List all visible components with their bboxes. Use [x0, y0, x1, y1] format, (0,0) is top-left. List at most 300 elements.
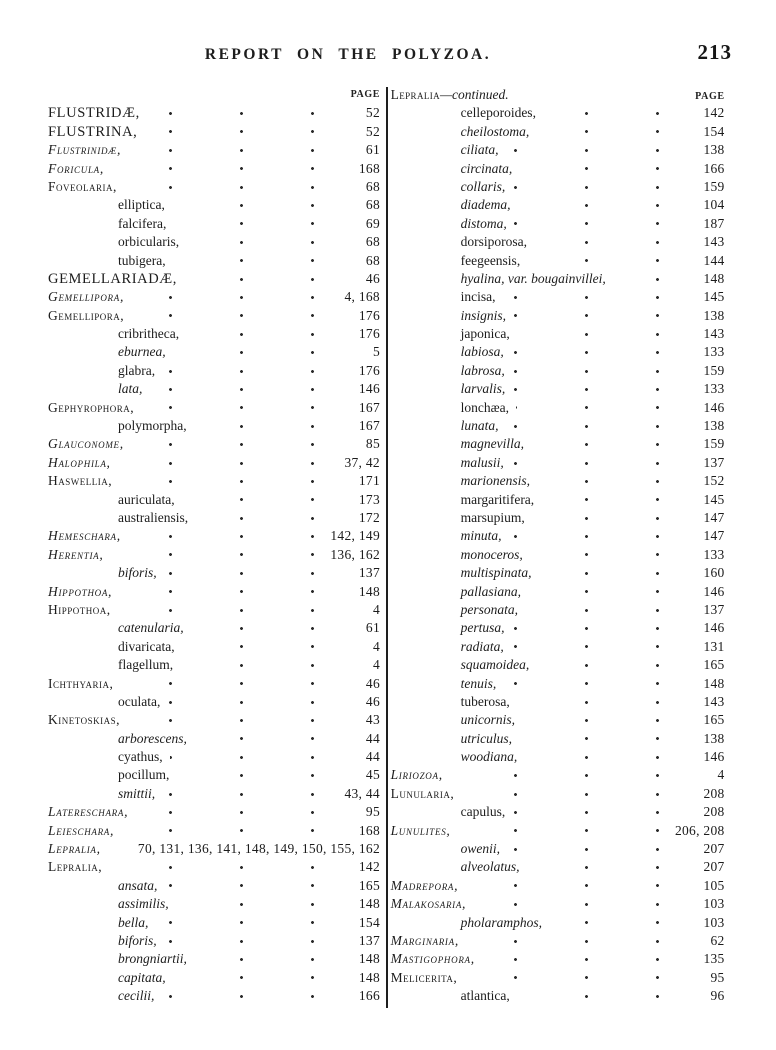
index-entry — [391, 914, 725, 932]
entry-name: oculata, — [48, 693, 167, 711]
index-entry — [48, 730, 380, 748]
index-entry — [391, 123, 725, 141]
index-entry — [391, 491, 725, 509]
entry-page-number: 137 — [350, 564, 380, 582]
entry-name: monoceros, — [391, 546, 530, 564]
index-entry — [391, 987, 725, 1005]
entry-page-number: 138 — [694, 730, 724, 748]
index-entry — [48, 822, 380, 840]
index-column-left — [48, 86, 380, 1008]
entry-page-number: 68 — [357, 233, 380, 251]
index-entry — [391, 748, 725, 766]
entry-name: GEMELLARIADÆ, — [48, 270, 184, 288]
entry-page-number: 146 — [350, 380, 380, 398]
entry-name: Madrepora, — [391, 877, 466, 895]
entry-name: pholaramphos, — [391, 914, 549, 932]
index-entry — [391, 417, 725, 435]
entry-name: incisa, — [391, 288, 503, 306]
entry-page-number: 138 — [694, 417, 724, 435]
entry-name: Hippothoa, — [48, 601, 118, 619]
index-entry — [391, 564, 725, 582]
entry-name: FLUSTRINA, — [48, 123, 144, 141]
entry-name: ansata, — [48, 877, 164, 895]
entry-page-number: 44 — [357, 730, 380, 748]
index-entry — [48, 950, 380, 968]
page-column-label-right: PAGE — [695, 91, 725, 102]
entry-page-number: 52 — [357, 104, 380, 122]
index-entry — [48, 803, 380, 821]
entry-name: tenuis, — [391, 675, 504, 693]
entry-page-number: 68 — [357, 252, 380, 270]
entry-page-number: 96 — [701, 987, 724, 1005]
entry-page-number: 43 — [357, 711, 380, 729]
entry-page-number: 146 — [694, 619, 724, 637]
entry-name: Melicerita, — [391, 969, 465, 987]
entry-page-number: 135 — [694, 950, 724, 968]
entry-name: Haswellia, — [48, 472, 119, 490]
entry-page-number: 207 — [694, 858, 724, 876]
index-entry — [391, 252, 725, 270]
index-entry — [48, 270, 380, 288]
entry-name: bella, — [48, 914, 155, 932]
entry-name: pertusa, — [391, 619, 512, 637]
index-entry — [391, 619, 725, 637]
index-entry — [391, 362, 725, 380]
column-divider-rule — [386, 87, 388, 1008]
entry-page-number: 37, 42 — [335, 454, 380, 472]
index-entry — [391, 104, 725, 122]
entry-name: dorsiporosa, — [391, 233, 534, 251]
entry-page-number: 4, 168 — [335, 288, 380, 306]
entry-name: unicornis, — [391, 711, 522, 729]
index-entry — [48, 288, 380, 306]
entry-name: personata, — [391, 601, 525, 619]
entry-page-number: 142 — [350, 858, 380, 876]
index-entry — [391, 196, 725, 214]
entry-name: Leieschara, — [48, 822, 121, 840]
entry-name: alveolatus, — [391, 858, 527, 876]
entry-page-number: 168 — [350, 160, 380, 178]
entry-page-number: 4 — [364, 601, 380, 619]
entry-name: margaritifera, — [391, 491, 542, 509]
index-entry — [391, 454, 725, 472]
entry-name: circinata, — [391, 160, 520, 178]
index-column-right — [391, 86, 725, 1008]
index-entry — [48, 325, 380, 343]
entry-name: lunata, — [391, 417, 506, 435]
entry-page-number: 142, 149 — [321, 527, 380, 545]
index-entry — [391, 288, 725, 306]
entry-page-number: 137 — [350, 932, 380, 950]
index-entry — [48, 877, 380, 895]
entry-page-number: 5 — [364, 343, 380, 361]
entry-name: Foveolaria, — [48, 178, 124, 196]
index-entry — [391, 822, 725, 840]
index-entry — [391, 399, 725, 417]
entry-page-number: 85 — [357, 435, 380, 453]
entry-name: brongniartii, — [48, 950, 194, 968]
index-entry — [391, 950, 725, 968]
entry-page-number: 146 — [694, 583, 724, 601]
entry-page-number: 105 — [694, 877, 724, 895]
entry-page-number: 173 — [350, 491, 380, 509]
entry-page-number: 103 — [694, 914, 724, 932]
entry-page-number: 46 — [357, 270, 380, 288]
index-entry — [391, 693, 725, 711]
entry-page-number: 144 — [694, 252, 724, 270]
index-entry — [48, 601, 380, 619]
continued-heading-suffix: —continued. — [440, 87, 509, 102]
entry-page-number: 148 — [350, 969, 380, 987]
entry-name: assimilis, — [48, 895, 176, 913]
entry-page-number: 62 — [701, 932, 724, 950]
entry-page-number: 136, 162 — [321, 546, 380, 564]
index-entry — [48, 362, 380, 380]
entry-name: biforis, — [48, 564, 164, 582]
entry-page-number: 143 — [694, 233, 724, 251]
entry-name: catenularia, — [48, 619, 191, 637]
entry-name: flagellum, — [48, 656, 180, 674]
entry-page-number: 165 — [694, 711, 724, 729]
index-entry — [391, 160, 725, 178]
index-entry — [48, 178, 380, 196]
index-entry — [48, 472, 380, 490]
index-entry — [391, 435, 725, 453]
entry-page-number: 52 — [357, 123, 380, 141]
index-entry — [391, 711, 725, 729]
index-entry — [48, 914, 380, 932]
entry-name: pocillum, — [48, 766, 176, 784]
index-entry — [391, 380, 725, 398]
entry-name: elliptica, — [48, 196, 172, 214]
index-entry — [391, 895, 725, 913]
entry-name: Hemeschara, — [48, 527, 128, 545]
index-entry — [48, 858, 380, 876]
index-entry — [48, 491, 380, 509]
folio-page-number: 213 — [697, 40, 732, 64]
left-entries-list — [48, 104, 380, 1005]
entry-name: feegeensis, — [391, 252, 528, 270]
entry-page-number: 148 — [350, 583, 380, 601]
entry-name: Lepralia, — [48, 840, 108, 858]
entry-page-number: 45 — [357, 766, 380, 784]
entry-page-number: 159 — [694, 435, 724, 453]
entry-page-number: 165 — [694, 656, 724, 674]
entry-page-number: 143 — [694, 325, 724, 343]
entry-name: labiosa, — [391, 343, 511, 361]
entry-page-number: 172 — [350, 509, 380, 527]
entry-page-number: 147 — [694, 527, 724, 545]
entry-page-number: 133 — [694, 380, 724, 398]
entry-name: Liriozoa, — [391, 766, 450, 784]
entry-name: magnevilla, — [391, 435, 531, 453]
entry-name: cecilii, — [48, 987, 161, 1005]
entry-page-number: 146 — [694, 748, 724, 766]
entry-page-number: 131 — [694, 638, 724, 656]
entry-page-number: 154 — [350, 914, 380, 932]
entry-page-number: 95 — [357, 803, 380, 821]
index-entry — [48, 564, 380, 582]
index-entry — [391, 858, 725, 876]
index-entry — [391, 601, 725, 619]
entry-page-number: 138 — [694, 141, 724, 159]
entry-page-number: 154 — [694, 123, 724, 141]
entry-name: australiensis, — [48, 509, 195, 527]
entry-name: squamoidea, — [391, 656, 537, 674]
entry-page-number: 171 — [350, 472, 380, 490]
index-entry — [48, 123, 380, 141]
entry-name: Lunularia, — [391, 785, 462, 803]
entry-page-number: 69 — [357, 215, 380, 233]
entry-name: biforis, — [48, 932, 164, 950]
entry-name: Kinetoskias, — [48, 711, 127, 729]
entry-name: Marginaria, — [391, 932, 466, 950]
entry-page-number: 142 — [694, 104, 724, 122]
index-entry — [48, 840, 380, 858]
entry-name: polymorpha, — [48, 417, 194, 435]
entry-name: cribritheca, — [48, 325, 186, 343]
index-entry — [48, 785, 380, 803]
entry-page-number: 46 — [357, 693, 380, 711]
entry-page-number: 43, 44 — [335, 785, 380, 803]
page-column-label-left: PAGE — [350, 89, 380, 100]
entry-page-number: 68 — [357, 196, 380, 214]
index-entry — [48, 454, 380, 472]
entry-name: japonica, — [391, 325, 517, 343]
index-entry — [391, 527, 725, 545]
entry-name: lata, — [48, 380, 149, 398]
index-entry — [48, 527, 380, 545]
index-entry — [48, 583, 380, 601]
entry-page-number: 159 — [694, 178, 724, 196]
entry-name: divaricata, — [48, 638, 182, 656]
entry-name: auriculata, — [48, 491, 182, 509]
entry-page-number: 208 — [694, 803, 724, 821]
index-entry — [391, 509, 725, 527]
entry-page-number: 137 — [694, 454, 724, 472]
index-entry — [48, 380, 380, 398]
entry-name: distoma, — [391, 215, 514, 233]
index-entry — [391, 638, 725, 656]
entry-page-number: 70, 131, 136, 141, 148, 149, 150, 155, 162 — [129, 840, 380, 858]
entry-name: Glauconome, — [48, 435, 131, 453]
entry-page-number: 148 — [694, 675, 724, 693]
entry-name: diadema, — [391, 196, 518, 214]
entry-name: smittii, — [48, 785, 162, 803]
entry-page-number: 61 — [357, 619, 380, 637]
entry-name: collaris, — [391, 178, 513, 196]
entry-name: Foricula, — [48, 160, 111, 178]
continued-heading-genus: Lepralia — [390, 87, 441, 102]
entry-name: owenii, — [391, 840, 507, 858]
entry-name: marsupium, — [391, 509, 532, 527]
index-entry — [48, 748, 380, 766]
index-entry — [48, 693, 380, 711]
index-entry — [48, 619, 380, 637]
entry-page-number: 133 — [694, 343, 724, 361]
index-entry — [391, 546, 725, 564]
entry-name: Hippothoa, — [48, 583, 119, 601]
entry-name: radiata, — [391, 638, 511, 656]
index-entry — [48, 141, 380, 159]
entry-name: FLUSTRIDÆ, — [48, 104, 147, 122]
entry-page-number: 165 — [350, 877, 380, 895]
entry-name: utriculus, — [391, 730, 519, 748]
index-entry — [48, 509, 380, 527]
index-entry — [391, 675, 725, 693]
entry-page-number: 166 — [350, 987, 380, 1005]
entry-page-number: 145 — [694, 491, 724, 509]
entry-name: woodiana, — [391, 748, 525, 766]
index-entry — [391, 877, 725, 895]
page-header — [0, 40, 776, 74]
index-entry — [391, 325, 725, 343]
index-entry — [48, 399, 380, 417]
index-entry — [48, 546, 380, 564]
index-entry — [48, 638, 380, 656]
index-entry — [391, 178, 725, 196]
index-entry — [391, 656, 725, 674]
entry-page-number: 148 — [694, 270, 724, 288]
entry-page-number: 167 — [350, 399, 380, 417]
entry-name: Lunulites, — [391, 822, 458, 840]
entry-name: lonchæa, — [391, 399, 516, 417]
index-entry — [48, 307, 380, 325]
index-entry — [391, 583, 725, 601]
right-entries-list — [391, 104, 725, 1005]
entry-page-number: 61 — [357, 141, 380, 159]
index-entry — [391, 472, 725, 490]
index-entry — [391, 307, 725, 325]
entry-page-number: 208 — [694, 785, 724, 803]
index-entry — [48, 215, 380, 233]
index-entry — [48, 435, 380, 453]
entry-page-number: 160 — [694, 564, 724, 582]
left-column-header — [48, 86, 380, 104]
index-entry — [48, 675, 380, 693]
entry-page-number: 137 — [694, 601, 724, 619]
entry-page-number: 143 — [694, 693, 724, 711]
entry-page-number: 145 — [694, 288, 724, 306]
index-entry — [391, 141, 725, 159]
entry-page-number: 167 — [350, 417, 380, 435]
entry-page-number: 133 — [694, 546, 724, 564]
index-entry — [391, 215, 725, 233]
entry-name: tubigera, — [48, 252, 173, 270]
entry-page-number: 168 — [350, 822, 380, 840]
index-entry — [48, 104, 380, 122]
entry-page-number: 68 — [357, 178, 380, 196]
entry-name: celleporoides, — [391, 104, 543, 122]
entry-name: capulus, — [391, 803, 513, 821]
index-entry — [48, 252, 380, 270]
entry-name: falcifera, — [48, 215, 173, 233]
entry-page-number: 4 — [364, 656, 380, 674]
entry-name: pallasiana, — [391, 583, 528, 601]
entry-name: Latereschara, — [48, 803, 135, 821]
entry-page-number: 4 — [364, 638, 380, 656]
entry-name: orbicularis, — [48, 233, 186, 251]
entry-name: capitata, — [48, 969, 173, 987]
entry-name: larvalis, — [391, 380, 513, 398]
entry-page-number: 207 — [694, 840, 724, 858]
entry-page-number: 104 — [694, 196, 724, 214]
entry-page-number: 138 — [694, 307, 724, 325]
entry-page-number: 176 — [350, 362, 380, 380]
index-entry — [48, 766, 380, 784]
entry-name: Ichthyaria, — [48, 675, 120, 693]
index-entry — [391, 233, 725, 251]
index-entry — [391, 766, 725, 784]
entry-name: ciliata, — [391, 141, 506, 159]
index-entry — [391, 969, 725, 987]
index-entry — [48, 932, 380, 950]
index-entry — [48, 895, 380, 913]
entry-page-number: 176 — [350, 325, 380, 343]
index-entry — [391, 730, 725, 748]
entry-page-number: 95 — [701, 969, 724, 987]
index-entry — [391, 343, 725, 361]
index-entry — [48, 656, 380, 674]
index-entry — [48, 233, 380, 251]
entry-page-number: 146 — [694, 399, 724, 417]
entry-name: Gemellipora, — [48, 307, 131, 325]
entry-page-number: 206, 208 — [666, 822, 725, 840]
entry-page-number: 4 — [709, 766, 725, 784]
entry-name: malusii, — [391, 454, 511, 472]
entry-page-number: 46 — [357, 675, 380, 693]
entry-page-number: 44 — [357, 748, 380, 766]
index-entry — [391, 932, 725, 950]
index-columns — [48, 86, 732, 1008]
entry-name: eburnea, — [48, 343, 173, 361]
index-entry — [391, 840, 725, 858]
entry-name: Flustrinidæ, — [48, 141, 128, 159]
entry-name: Gemellipora, — [48, 288, 131, 306]
entry-page-number: 159 — [694, 362, 724, 380]
right-column-header — [391, 86, 725, 104]
entry-page-number: 148 — [350, 895, 380, 913]
entry-name: glabra, — [48, 362, 162, 380]
entry-name: Lepralia, — [48, 858, 109, 876]
index-entry — [391, 803, 725, 821]
index-entry — [48, 987, 380, 1005]
index-entry — [48, 711, 380, 729]
entry-page-number: 103 — [694, 895, 724, 913]
index-entry — [48, 969, 380, 987]
entry-name: hyalina, var. bougainvillei, — [391, 270, 613, 288]
entry-name: cyathus, — [48, 748, 170, 766]
index-entry — [48, 196, 380, 214]
entry-name: Halophila, — [48, 454, 118, 472]
entry-name: marionensis, — [391, 472, 537, 490]
entry-name: insignis, — [391, 307, 513, 325]
entry-page-number: 147 — [694, 509, 724, 527]
entry-name: minuta, — [391, 527, 509, 545]
entry-name: multispinata, — [391, 564, 539, 582]
entry-name: Mastigophora, — [391, 950, 482, 968]
entry-name: cheilostoma, — [391, 123, 537, 141]
entry-name: atlantica, — [391, 987, 517, 1005]
continued-heading — [391, 86, 509, 104]
index-entry — [48, 417, 380, 435]
index-entry — [48, 343, 380, 361]
running-title: REPORT ON THE POLYZOA. — [204, 46, 492, 63]
entry-name: tuberosa, — [391, 693, 517, 711]
entry-page-number: 176 — [350, 307, 380, 325]
entry-name: labrosa, — [391, 362, 512, 380]
entry-page-number: 152 — [694, 472, 724, 490]
